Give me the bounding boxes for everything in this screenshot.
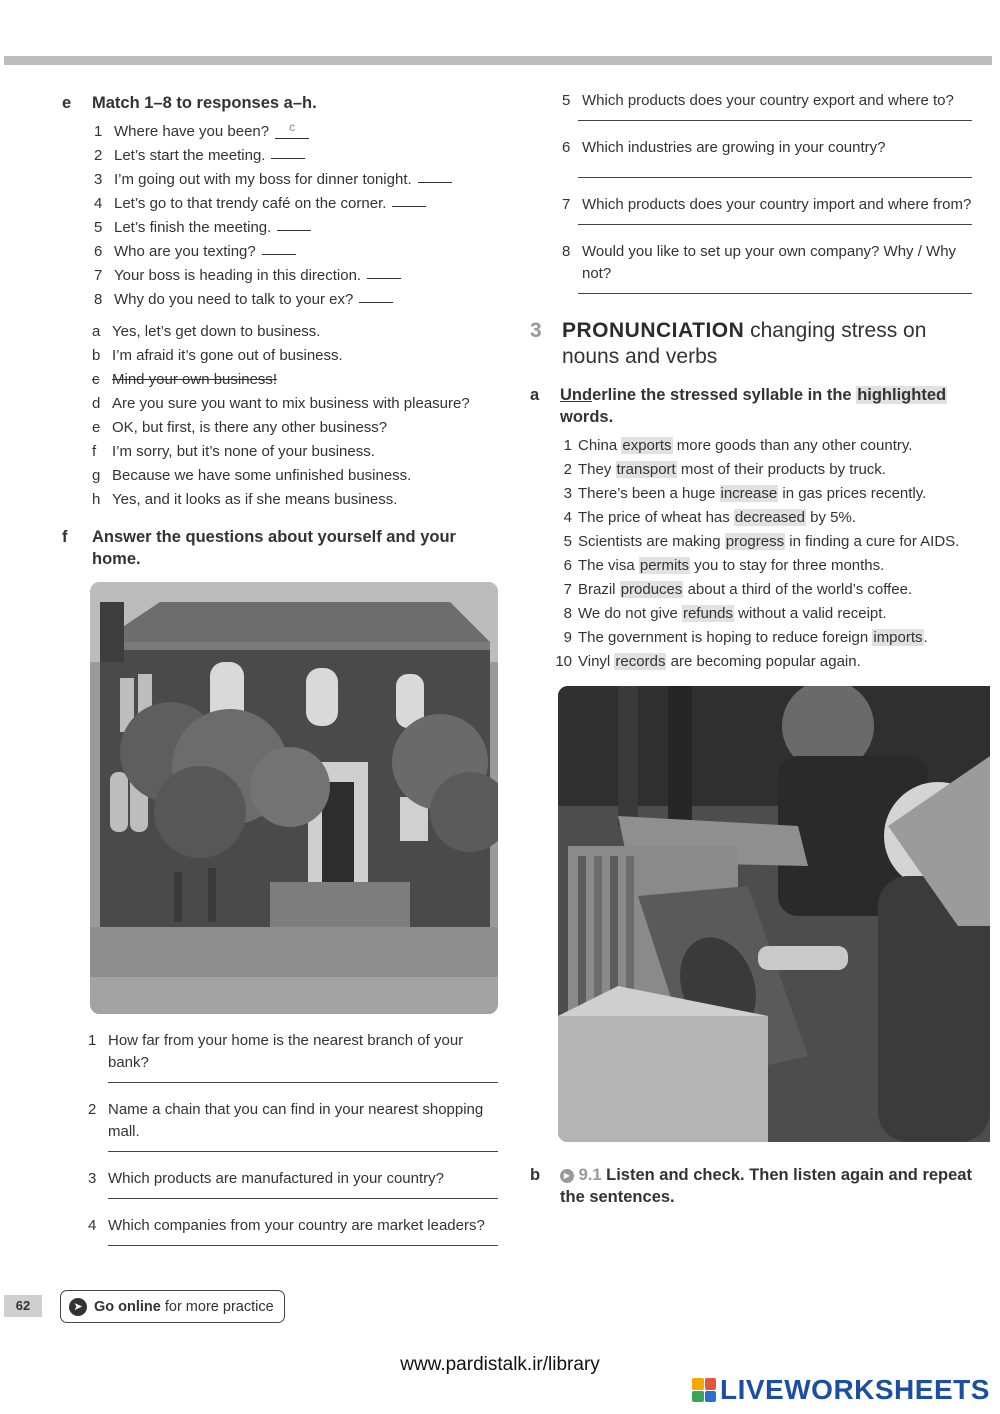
highlighted-word[interactable]: refunds: [682, 605, 733, 622]
section-e-letter: e: [62, 94, 72, 112]
sentence-item: 7 Brazil produces about a third of the world’s coffee.: [563, 581, 913, 598]
answer-blank[interactable]: [262, 240, 296, 255]
sentence-item: 10 Vinyl records are becoming popular again.: [555, 653, 861, 670]
match-question: 2 Let’s start the meeting.: [94, 144, 502, 168]
answer-blank[interactable]: [271, 144, 305, 159]
match-responses-list: [92, 320, 502, 512]
match-question: 8 Why do you need to talk to your ex?: [94, 288, 502, 312]
answer-line[interactable]: [578, 177, 972, 178]
answer-line[interactable]: [578, 120, 972, 121]
pronunciation-title: PRONUNCIATION: [562, 319, 745, 342]
go-online-rest: for more practice: [164, 1298, 274, 1315]
sentence-item: 5 Scientists are making progress in finding a cure for AIDS.: [563, 533, 960, 550]
match-question: 3 I’m going out with my boss for dinner tonight.: [94, 168, 502, 192]
match-question: 1 Where have you been? c: [94, 120, 502, 144]
section-e-instruction: Match 1–8 to responses a–h.: [92, 94, 317, 112]
highlighted-word[interactable]: exports: [622, 437, 672, 454]
question-item: 3 Which products are manufactured in your country?: [88, 1168, 498, 1199]
page-top-bar: [4, 56, 992, 65]
match-question: 5 Let’s finish the meeting.: [94, 216, 502, 240]
answer-blank[interactable]: [277, 216, 311, 231]
stress-sentences-list: [544, 434, 975, 674]
vinyl-records-photo: [558, 686, 990, 1142]
match-question: 7 Your boss is heading in this direction.: [94, 264, 502, 288]
match-question: 4 Let’s go to that trendy café on the corner.: [94, 192, 502, 216]
question-item: 6 Which industries are growing in your country?: [562, 137, 972, 178]
part-b-instruction: Listen and check. Then listen again and repeat the sentences.: [560, 1166, 972, 1206]
bank-building-image: [90, 582, 498, 1014]
audio-track-number: 9.1: [578, 1166, 602, 1184]
answer-blank[interactable]: [392, 192, 426, 207]
highlighted-word[interactable]: imports: [873, 629, 923, 646]
pronunciation-heading: [530, 318, 975, 370]
match-question: 6 Who are you texting?: [94, 240, 502, 264]
response-item: b I’m afraid it’s gone out of business.: [92, 347, 343, 364]
sentence-item: 9 The government is hoping to reduce foreign imports.: [563, 629, 928, 646]
left-column: [62, 92, 502, 1246]
audio-icon[interactable]: ▶: [560, 1169, 574, 1183]
liveworksheets-logo: [692, 1374, 990, 1406]
right-column: [530, 90, 975, 1208]
answer-blank[interactable]: [418, 168, 452, 183]
highlighted-word[interactable]: transport: [616, 461, 676, 478]
answer-line[interactable]: [108, 1151, 498, 1152]
answer-line[interactable]: [108, 1245, 498, 1246]
pronunciation-part-a-heading: a Underline the stressed syllable in the highlighted words.: [530, 386, 947, 426]
question-item: 2 Name a chain that you can find in your nearest shopping mall.: [88, 1099, 498, 1152]
pronunciation-part-b-heading: [530, 1164, 975, 1208]
answer-blank[interactable]: [359, 288, 393, 303]
right-questions: [562, 90, 972, 294]
question-item: 1 How far from your home is the nearest branch of your bank?: [88, 1030, 498, 1083]
answer-line[interactable]: [108, 1198, 498, 1199]
highlighted-word[interactable]: decreased: [734, 509, 805, 526]
sentence-item: 8 We do not give refunds without a valid receipt.: [563, 605, 887, 622]
response-item: d Are you sure you want to mix business with pleasure?: [92, 395, 470, 412]
response-item: g Because we have some unfinished business.: [92, 467, 412, 484]
highlighted-word[interactable]: records: [615, 653, 666, 670]
section-f-heading: [62, 526, 502, 570]
answer-blank[interactable]: c: [275, 120, 309, 139]
part-a-letter: a: [530, 386, 540, 404]
highlighted-word[interactable]: increase: [720, 485, 778, 502]
response-item: a Yes, let’s get down to business.: [92, 323, 321, 340]
highlighted-word[interactable]: progress: [725, 533, 785, 550]
section-e-heading: [62, 92, 502, 114]
answer-blank[interactable]: [367, 264, 401, 279]
section-f-instruction: Answer the questions about yourself and your home.: [92, 528, 456, 568]
vinyl-records-image: [558, 686, 990, 1142]
sentence-item: 1 China exports more goods than any other country.: [563, 437, 913, 454]
liveworksheets-grid-icon: [692, 1378, 716, 1402]
response-item: f I’m sorry, but it’s none of your business.: [92, 443, 375, 460]
section-f-questions: [88, 1030, 498, 1246]
section-f-letter: f: [62, 528, 68, 546]
response-item: e OK, but first, is there any other business?: [92, 419, 388, 436]
sentence-item: 4 The price of wheat has decreased by 5%.: [563, 509, 857, 526]
highlighted-word[interactable]: permits: [639, 557, 690, 574]
question-item: 8 Would you like to set up your own company? Why / Why not?: [562, 241, 972, 294]
sentence-item: 3 There’s been a huge increase in gas prices recently.: [563, 485, 927, 502]
answer-line[interactable]: [108, 1082, 498, 1083]
response-item-crossed-out: c Mind your own business!: [92, 371, 278, 388]
pronunciation-section-number: 3: [530, 319, 542, 342]
part-b-letter: b: [530, 1166, 541, 1184]
response-item: h Yes, and it looks as if she means business.: [92, 491, 398, 508]
page-number: 62: [4, 1295, 42, 1317]
go-online-button[interactable]: [60, 1290, 285, 1323]
match-questions-list: [94, 120, 502, 312]
sentence-item: 2 They transport most of their products by truck.: [563, 461, 886, 478]
answer-line[interactable]: [578, 224, 972, 225]
bank-building-photo: [90, 582, 498, 1014]
source-url[interactable]: www.pardistalk.ir/library: [400, 1354, 600, 1375]
answer-line[interactable]: [578, 293, 972, 294]
pronunciation-subtitle: changing stress on nouns and verbs: [562, 319, 927, 368]
liveworksheets-wordmark: LIVEWORKSHEETS: [720, 1374, 990, 1405]
question-item: 5 Which products does your country export and where to?: [562, 90, 972, 121]
question-item: 7 Which products does your country import and where from?: [562, 194, 972, 225]
sentence-item: 6 The visa permits you to stay for three months.: [563, 557, 885, 574]
question-item: 4 Which companies from your country are market leaders?: [88, 1215, 498, 1246]
go-online-label: Go online: [94, 1298, 161, 1315]
cursor-icon: ➤: [69, 1298, 87, 1316]
highlighted-word[interactable]: produces: [620, 581, 683, 598]
